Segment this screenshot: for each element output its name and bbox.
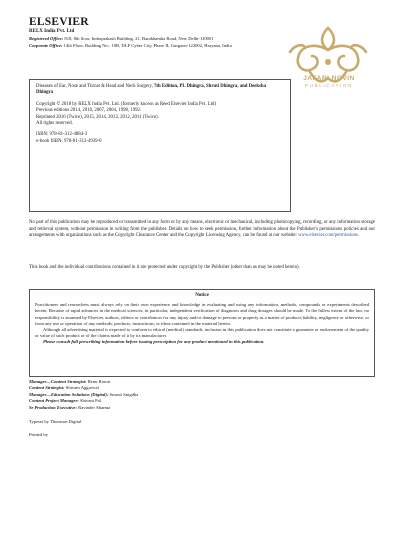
credit-label: Manager—Education Solutions (Digital): xyxy=(29,391,109,397)
publisher-logo-icon xyxy=(286,22,370,104)
permissions-link[interactable]: www.elsevier.com/permissions xyxy=(298,233,358,238)
isbn-line: ISBN: 978-81-312-4884-3 xyxy=(36,132,88,138)
credits-list xyxy=(29,379,138,411)
notice-paragraph-2: Although all advertising material is expected to conform to ethical (medical) standards, inclusion in this publication does not constitute a guarantee or endorsement of the quality or value of such product or of the claims made of it by its manufacturer. xyxy=(35,327,369,339)
registered-office xyxy=(29,36,214,41)
logo-subtitle: PUBLICATION xyxy=(305,83,353,88)
credit-value: Shivani Pal xyxy=(79,398,101,404)
copyright-box xyxy=(29,79,291,212)
notice-paragraph-1: Practitioners and researchers must always rely on their own experience and knowledge in evaluating and using any information, methods, compounds or experiments described herein. Because of rapid advances in the medical sciences, in particular, independent verification of diagnoses and drug dosages should be made. To the fullest extent of the law, no responsibility is assumed by Elsevier, authors, editors or contributors for any injury and/or damage to persons or property as a matter of products liability, negligence or otherwise, or from any use or operation of any methods, products, instructions, or ideas contained in the material herein. xyxy=(35,302,369,326)
notice-box xyxy=(29,289,375,377)
credit-line xyxy=(29,405,138,411)
credit-label: Sr Production Executive: xyxy=(29,404,77,410)
credit-value: Smruti Snigdha xyxy=(109,391,139,397)
book-title-authors: 7th Edition, PL Dhingra, Shruti Dhingra, and Deeksha Dhingra xyxy=(36,84,266,96)
notice-paragraph-3: Please consult full prescribing information before issuing prescription for any product mentioned in this publication. xyxy=(43,339,265,345)
registered-office-address: 818, 8th floor, Indraprakash Building, 21, Barakhamba Road, New Delhi-110001 xyxy=(64,36,214,41)
reprinted-line: Reprinted 2016 (Twice), 2015, 2014, 2013, 2012, 2011 (Twice). xyxy=(36,114,159,120)
credit-value: Ravinder Sharma xyxy=(78,404,111,410)
book-title xyxy=(36,84,284,97)
logo-name: JAFARI NOVIN xyxy=(303,75,355,82)
rights-line: All rights reserved. xyxy=(36,121,73,127)
permissions-end: . xyxy=(357,233,359,238)
credit-value: Renu Rawat xyxy=(87,379,111,384)
notice-title: Notice xyxy=(195,293,209,298)
registered-office-label: Registered Office: xyxy=(29,36,64,41)
corporate-office-label: Corporate Office: xyxy=(29,43,63,48)
permissions-paragraph xyxy=(29,220,375,240)
credit-label: Manager—Content Strategist: xyxy=(29,379,87,384)
previous-editions: Previous editions 2014, 2010, 2007, 2004, 1998, 1992. xyxy=(36,108,142,114)
publisher-name: ELSEVIER xyxy=(29,16,89,28)
ebook-isbn-line: e-book ISBN: 978-81-312-4939-0 xyxy=(36,138,102,144)
typeset-line: Typeset by Thomson Digital xyxy=(29,419,82,424)
permissions-text: No part of this publication may be reproduced or transmitted in any form or by any means, electronic or mechanical, including photocopying, recording, or any information storage and retrieval system, without permission in writing from the publisher. Details on how to seek permission, further information about the Publisher's permissions policies and our arrangements with organizations such as the Copyright Clearance Center and the Copyright Licensing Agency, can be found at our website: xyxy=(29,220,375,238)
book-title-plain: Diseases of Ear, Nose and Throat & Head and Neck Surgery, xyxy=(36,84,153,89)
corporate-office-address: 14th Floor, Building No.: 10B, DLF Cyber City, Phase II, Gurgaon-122002, Haryana, India xyxy=(63,43,232,48)
protection-paragraph: This book and the individual contributions contained in it are protected under copyright by the Publisher (other than as may be noted herein). xyxy=(29,265,300,270)
corporate-office xyxy=(29,43,232,48)
credit-label: Content Project Manager: xyxy=(29,398,79,404)
credit-label: Content Strategist: xyxy=(29,385,65,391)
copyright-line: Copyright © 2018 by RELX India Pvt. Ltd. (formerly known as Reed Elsevier India Pvt. Ltd) xyxy=(36,101,217,107)
publisher-imprint: RELX India Pvt. Ltd xyxy=(29,29,75,34)
printed-line: Printed by xyxy=(29,432,49,437)
credit-value: Shivam Aggarwal xyxy=(65,385,99,391)
